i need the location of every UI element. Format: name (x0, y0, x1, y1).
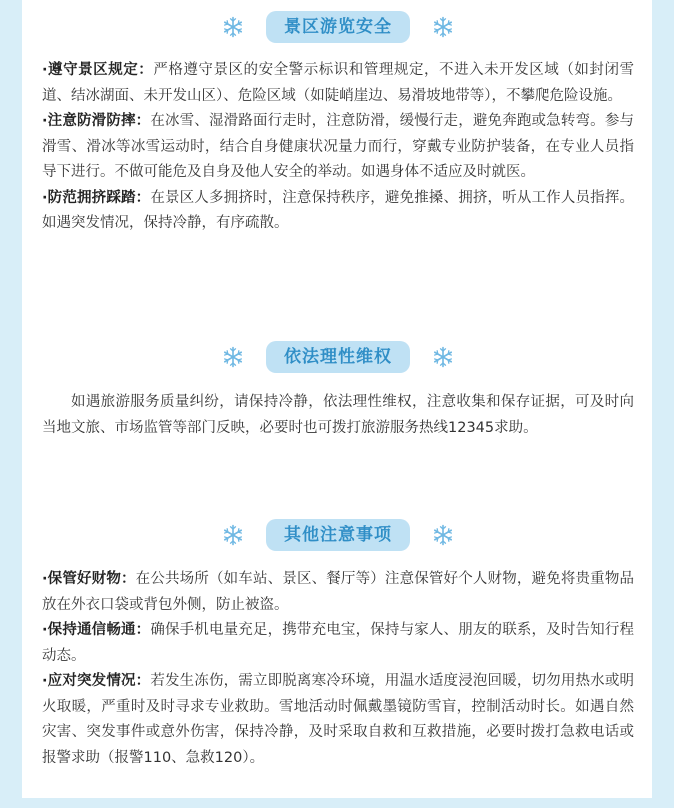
item-text: 确保手机电量充足，携带充电宝，保持与家人、朋友的联系，及时告知行程动态。 (42, 622, 634, 664)
section-title: 其他注意事项 (266, 519, 410, 551)
item-label: ·遵守景区规定： (42, 62, 154, 78)
snowflake-icon (222, 16, 244, 38)
item-label: ·保持通信畅通： (42, 622, 151, 638)
section-paragraph: 如遇旅游服务质量纠纷，请保持冷静，依法理性维权，注意收集和保存证据，可及时向当地文旅、市场监管等部门反映，必要时也可拨打旅游服务热线12345求助。 (42, 394, 634, 436)
section-title: 依法理性维权 (266, 341, 410, 373)
list-item (42, 186, 634, 237)
list-item (42, 669, 634, 771)
snowflake-icon (222, 524, 244, 546)
section-title-row (42, 9, 634, 45)
list-item (42, 58, 634, 109)
item-text: 在冰雪、湿滑路面行走时，注意防滑，缓慢行走，避免奔跑或急转弯。参与滑雪、滑冰等冰雪运动时，结合自身健康状况量力而行，穿戴专业防护装备，在专业人员指导下进行。不做可能危及自身及他人安全的举动。如遇身体不适应及时就医。 (42, 113, 634, 180)
section-title-row (42, 339, 634, 375)
list-item (42, 618, 634, 669)
item-label: ·注意防滑防摔： (42, 113, 151, 129)
item-label: ·应对突发情况： (42, 673, 151, 689)
item-text: 在公共场所（如车站、景区、餐厅等）注意保管好个人财物，避免将贵重物品放在外衣口袋或背包外侧，防止被盗。 (42, 571, 635, 613)
section-title: 景区游览安全 (266, 11, 410, 43)
snowflake-icon (432, 524, 454, 546)
item-text: 严格遵守景区的安全警示标识和管理规定，不进入未开发区域（如封闭雪道、结冰湖面、未开发山区）、危险区域（如陡峭崖边、易滑坡地带等），不攀爬危险设施。 (42, 62, 634, 104)
list-item (42, 109, 634, 186)
section-body (42, 58, 634, 237)
snowflake-icon (432, 346, 454, 368)
section-body (42, 567, 634, 771)
item-text: 在景区人多拥挤时，注意保持秩序，避免推搡、拥挤，听从工作人员指挥。如遇突发情况，保持冷静，有序疏散。 (42, 189, 634, 231)
item-text: 若发生冻伤，需立即脱离寒冷环境，用温水适度浸泡回暖，切勿用热水或明火取暖，严重时及时寻求专业救助。雪地活动时佩戴墨镜防雪盲，控制活动时长。如遇自然灾害、突发事件或意外伤害，保持冷静，及时采取自救和互救措施，必要时拨打急救电话或报警求助（报警110、急救120）。 (42, 673, 634, 766)
content-card (22, 0, 652, 798)
snowflake-icon (222, 346, 244, 368)
item-label: ·保管好财物： (42, 571, 136, 587)
snowflake-icon (432, 16, 454, 38)
section-title-row (42, 517, 634, 553)
list-item (42, 567, 634, 618)
item-label: ·防范拥挤踩踏： (42, 189, 151, 206)
